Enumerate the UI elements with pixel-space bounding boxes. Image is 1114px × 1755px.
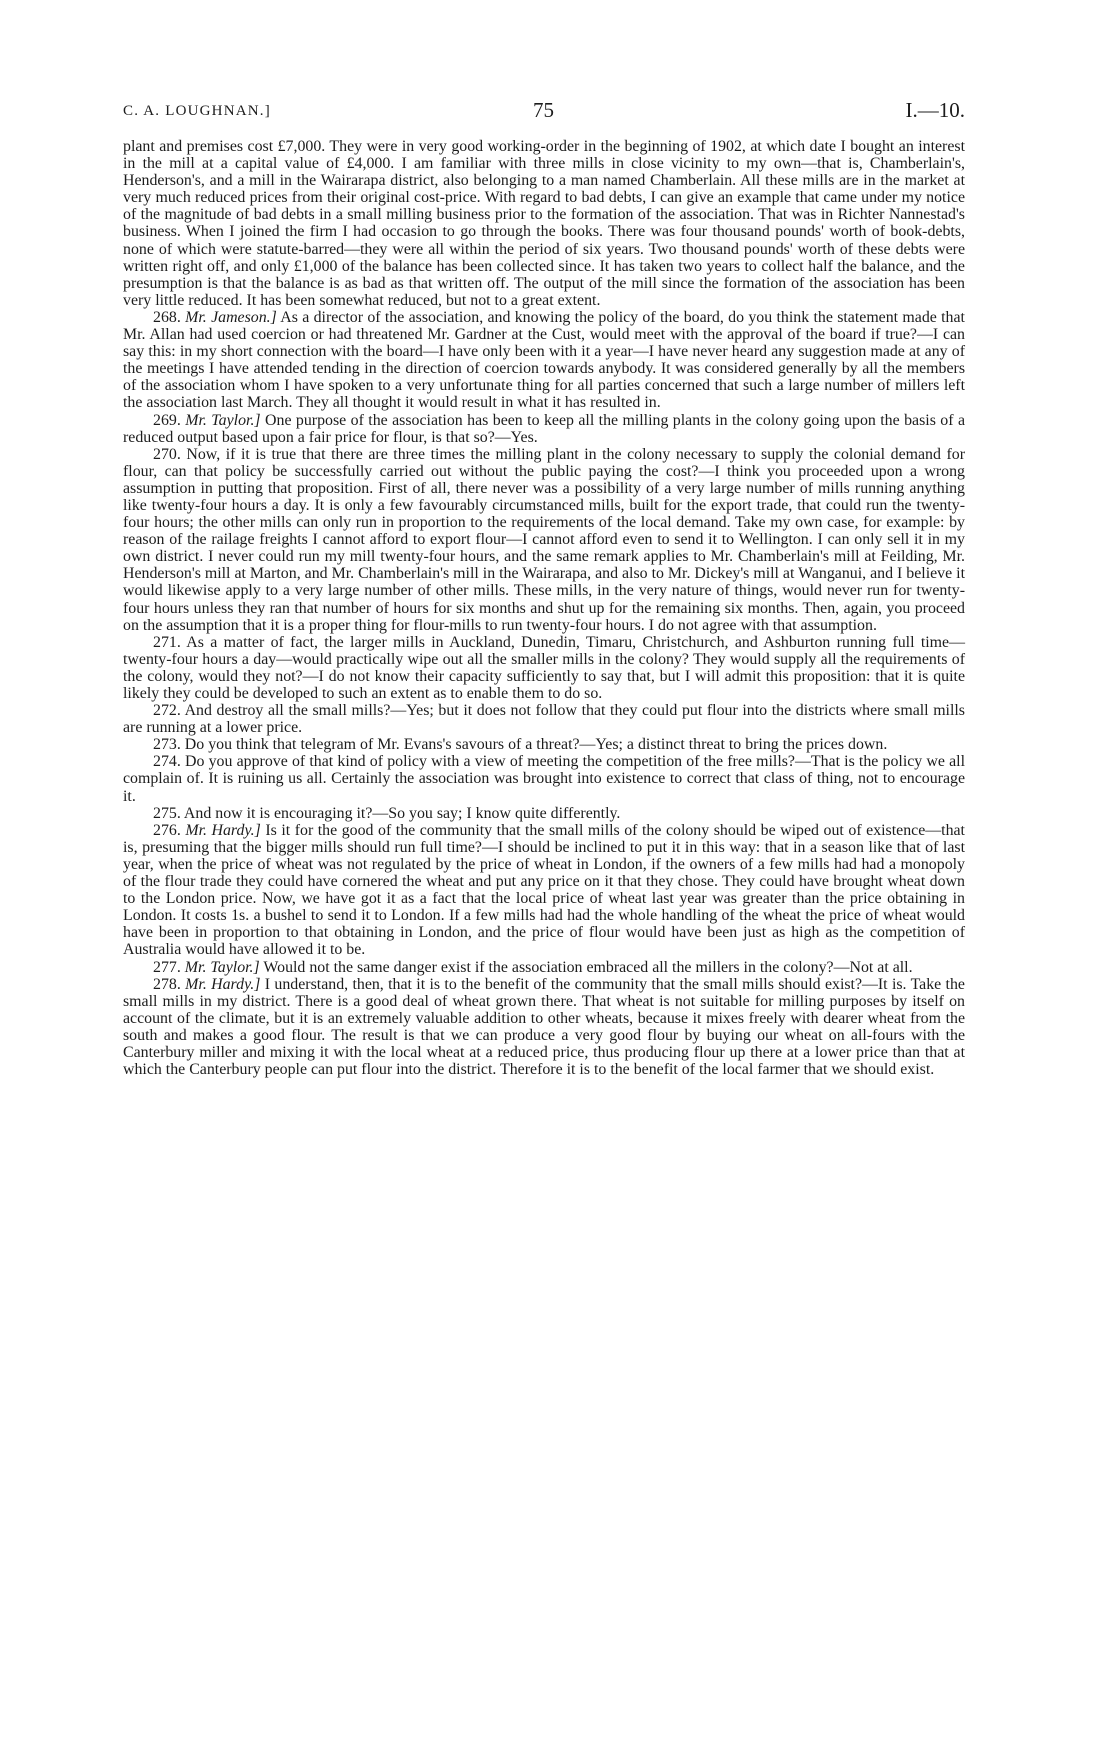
question-274: [123, 753, 965, 804]
question-number: 276.: [153, 821, 181, 839]
question-number: 269.: [153, 411, 181, 429]
question-number: 278.: [153, 975, 181, 993]
question-269: [123, 412, 965, 446]
question-268: [123, 309, 965, 412]
document-page: [123, 98, 965, 1078]
question-number: 277.: [153, 958, 181, 976]
question-text: As a director of the association, and knowing the policy of the board, do you think the statement made that Mr. Allan had used coercion or had threatened Mr. Gardner at the Cust, would meet with the approval of the board if true?—I can say this: in my short connection with the board—I have only been with it a year—I have never heard any suggestion made at any of the meetings I have attended tending in the direction of coercion towards anybody. It was considered generally by all the members of the association whom I have spoken to a very unfortunate thing for all parties concerned that such a large number of millers left the association last March. They all thought it would result in what it has resulted in.: [123, 308, 965, 412]
paragraph-text: plant and premises cost £7,000. They were in very good working-order in the beginning of 1902, at which date I bought an interest in the mill at a capital value of £4,000. I am familiar with three mills in close vicinity to my own—that is, Chamberlain's, Henderson's, and a mill in the Wairarapa district, also belonging to a man named Chamberlain. All these mills are in the market at very much reduced prices from their original cost-price. With regard to bad debts, I can give an example that came under my notice of the magnitude of bad debts in a small milling business prior to the formation of the association. That was in Richter Nannestad's business. When I joined the firm I had occasion to go through the books. There was four thousand pounds' worth of book-debts, none of which were statute-barred—they were all within the period of six years. Two thousand pounds' worth of these debts were written right off, and only £1,000 of the balance has been collected since. It has taken two years to collect half the balance, and the presumption is that the balance is as bad as that written off. The output of the mill since the formation of the association has been very little reduced. It has been somewhat reduced, but not to a great extent.: [123, 138, 965, 309]
question-273: [123, 736, 965, 753]
paper-reference: I.—10.: [905, 98, 965, 122]
question-text: Do you think that telegram of Mr. Evans's savours of a threat?—Yes; a distinct threat to bring the prices down.: [184, 736, 888, 754]
question-number: 270.: [153, 445, 181, 463]
speaker-name: Mr. Hardy.]: [185, 975, 261, 993]
question-278: [123, 976, 965, 1079]
question-text: As a matter of fact, the larger mills in Auckland, Dunedin, Timaru, Christchurch, and Ashburton running full time—twenty-four hours a day—would practically wipe out all the smaller mills in the colony? They would supply all the requirements of the colony, would they not?—I do not know their capacity sufficiently to say that, but I will admit this proposition: that it is quite likely they could be developed to such an extent as to enable them to do so.: [123, 633, 965, 702]
question-number: 271.: [153, 633, 181, 651]
question-text: Would not the same danger exist if the association embraced all the millers in the colony?—Not at all.: [263, 958, 913, 976]
question-text: Is it for the good of the community that the small mills of the colony should be wiped out of existence—that is, presuming that the bigger mills should run full time?—I should be inclined to put it in this way: that in a season like that of last year, when the price of wheat was not regulated by the price of wheat in London, if the owners of a few mills had had a monopoly of the flour trade they could have cornered the wheat and put any price on it that they chose. They could have brought wheat down to the London price. Now, we have got it as a fact that the local price of wheat last year was greater than the price obtaining in London. It costs 1s. a bushel to send it to London. If a few mills had had the whole handling of the wheat the price of wheat would have been in proportion to that obtaining in London, and the price of flour would have been just as high as the competition of Australia would have allowed it to be.: [123, 821, 965, 959]
question-text: And now it is encouraging it?—So you say; I know quite differently.: [183, 804, 621, 822]
question-text: Now, if it is true that there are three times the milling plant in the colony necessary to supply the colonial demand for flour, can that policy be successfully carried out without the public paying the cost?—I think you proceeded upon a wrong assumption in putting that proposition. First of all, there never was a possibility of a very large number of mills running anything like twenty-four hours a day. It is only a few favourably circumstanced mills, built for the export trade, that could run the twenty-four hours; the other mills can only run in proportion to the requirements of the local demand. Take my own case, for example: by reason of the railage freights I cannot afford to export flour—I cannot afford even to send it to Wellington. I can only sell it in my own district. I never could run my mill twenty-four hours, and the same remark applies to Mr. Chamberlain's mill at Feilding, Mr. Henderson's mill at Marton, and Mr. Chamberlain's mill in the Wairarapa, and also to Mr. Dickey's mill at Wanganui, and I believe it would likewise apply to a very large number of other mills. These mills, in the very nature of things, would never run for twenty-four hours unless they ran that number of hours for six months and shut up for the remaining six months. Then, again, you proceed on the assumption that it is a proper thing for flour-mills to run twenty-four hours. I do not agree with that assumption.: [123, 445, 965, 634]
question-271: [123, 634, 965, 702]
speaker-name: Mr. Taylor.]: [185, 411, 261, 429]
witness-name: C. A. LOUGHNAN.]: [123, 103, 271, 119]
question-272: [123, 702, 965, 736]
question-277: [123, 959, 965, 976]
question-276: [123, 822, 965, 959]
page-header: [123, 98, 965, 128]
question-text: One purpose of the association has been to keep all the milling plants in the colony going upon the basis of a reduced output based upon a fair price for flour, is that so?—Yes.: [123, 411, 965, 446]
paragraph-continued: [123, 138, 965, 309]
question-text: And destroy all the small mills?—Yes; but it does not follow that they could put flour into the districts where small mills are running at a lower price.: [123, 702, 965, 737]
question-number: 268.: [153, 308, 181, 326]
question-text: I understand, then, that it is to the benefit of the community that the small mills should exist?—It is. Take the small mills in my district. There is a good deal of wheat grown there. That wheat is not suitable for milling purposes by itself on account of the climate, but it is an extremely valuable addition to other wheats, because it mixes freely with dearer wheat from the south and makes a good flour. The result is that we can produce a very good flour by buying our wheat on all-fours with the Canterbury miller and mixing it with the local wheat at a reduced price, thus producing flour up there at a lower price than that at which the Canterbury people can put flour into the district. Therefore it is to the benefit of the local farmer that we should exist.: [123, 975, 965, 1079]
evidence-text: [123, 138, 965, 1078]
question-number: 272.: [153, 702, 181, 720]
question-270: [123, 446, 965, 634]
question-number: 275.: [153, 804, 181, 822]
page-number: 75: [533, 98, 554, 122]
question-275: [123, 805, 965, 822]
question-number: 274.: [153, 753, 181, 771]
speaker-name: Mr. Taylor.]: [184, 958, 260, 976]
question-number: 273.: [153, 736, 181, 754]
speaker-name: Mr. Hardy.]: [185, 821, 261, 839]
question-text: Do you approve of that kind of policy with a view of meeting the competition of the free mills?—That is the policy we all complain of. It is ruining us all. Certainly the association was brought into existence to correct that class of thing, not to encourage it.: [123, 753, 965, 805]
speaker-name: Mr. Jameson.]: [185, 308, 277, 326]
